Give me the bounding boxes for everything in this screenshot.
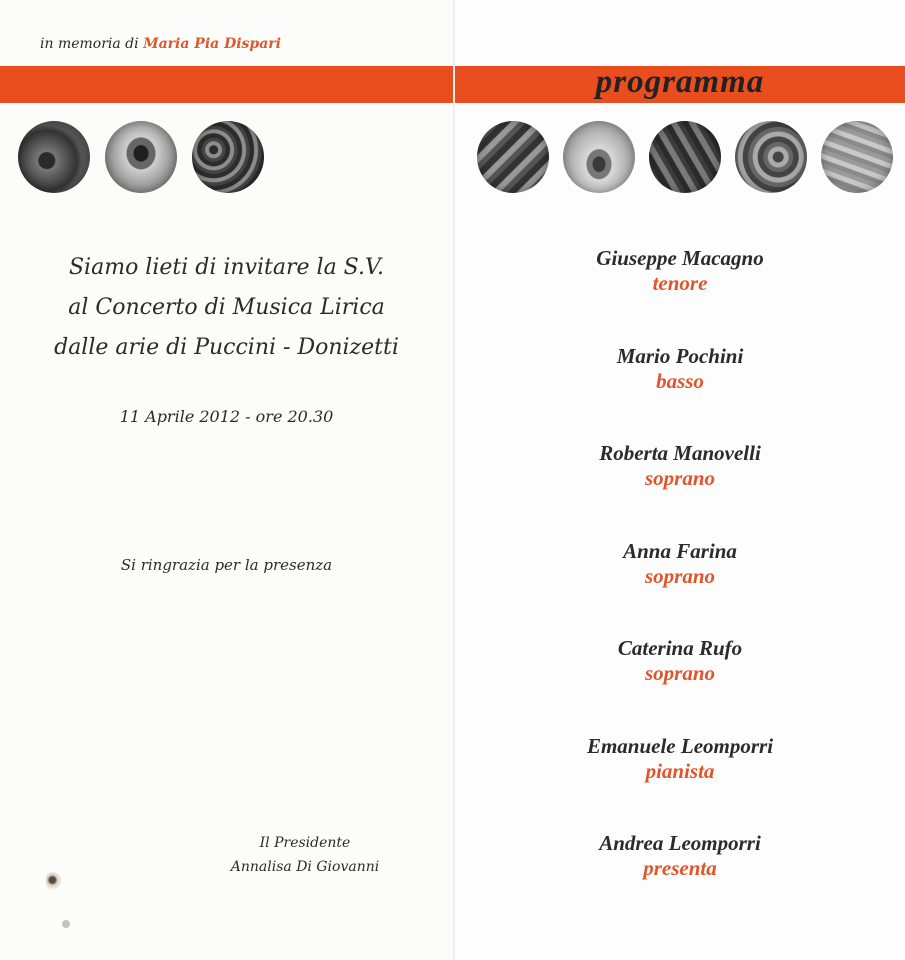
paper-stain — [62, 920, 70, 928]
performer-role: soprano — [644, 466, 716, 490]
performer-item — [455, 344, 905, 442]
right-image-circles — [477, 121, 893, 193]
performer-name: Caterina Rufo — [617, 636, 743, 660]
lips-detail-image — [563, 121, 635, 193]
signature-title: Il Presidente — [259, 835, 351, 851]
performer-name: Roberta Manovelli — [599, 441, 761, 465]
performer-item — [455, 734, 905, 832]
signature-block — [105, 831, 505, 879]
performer-item — [455, 539, 905, 637]
performer-role: tenore — [652, 271, 708, 295]
program-title: programma — [595, 64, 765, 100]
performer-item — [455, 636, 905, 734]
left-orange-band — [0, 66, 453, 103]
left-image-circles — [18, 121, 264, 193]
performer-item — [455, 441, 905, 539]
performer-role: pianista — [645, 758, 715, 783]
invitation-text — [0, 248, 453, 368]
memoria-line — [40, 36, 281, 52]
performer-role: soprano — [644, 661, 716, 685]
signature-name: Annalisa Di Giovanni — [230, 859, 380, 875]
invite-line: Siamo lieti di invitare la S.V. — [68, 255, 384, 280]
memoria-name: Maria Pia Dispari — [143, 36, 281, 52]
memoria-prefix: in memoria di — [40, 36, 139, 52]
performer-list — [455, 246, 905, 929]
fabric-detail-image — [821, 121, 893, 193]
eye-detail-image — [18, 121, 90, 193]
thanks-text: Si ringrazia per la presenza — [120, 556, 333, 574]
eye-closeup-image — [105, 121, 177, 193]
waves-detail-image — [735, 121, 807, 193]
paper-stain — [46, 872, 62, 892]
performer-name: Anna Farina — [623, 538, 737, 563]
performer-item — [455, 831, 905, 929]
performer-role: basso — [656, 368, 704, 393]
performer-name: Mario Pochini — [616, 343, 744, 368]
performer-name: Andrea Leomporri — [599, 831, 761, 855]
invite-line: dalle arie di Puccini - Donizetti — [54, 335, 399, 360]
invite-line: al Concerto di Musica Lirica — [68, 295, 385, 320]
curls-detail-image — [192, 121, 264, 193]
performer-role: soprano — [644, 563, 716, 588]
event-date: 11 Aprile 2012 - ore 20.30 — [119, 407, 334, 426]
drapery-detail-image — [649, 121, 721, 193]
performer-name: Giuseppe Macagno — [596, 246, 764, 270]
performer-item — [455, 246, 905, 344]
performer-role: presenta — [643, 856, 717, 880]
hair-detail-image — [477, 121, 549, 193]
performer-name: Emanuele Leomporri — [586, 733, 774, 758]
